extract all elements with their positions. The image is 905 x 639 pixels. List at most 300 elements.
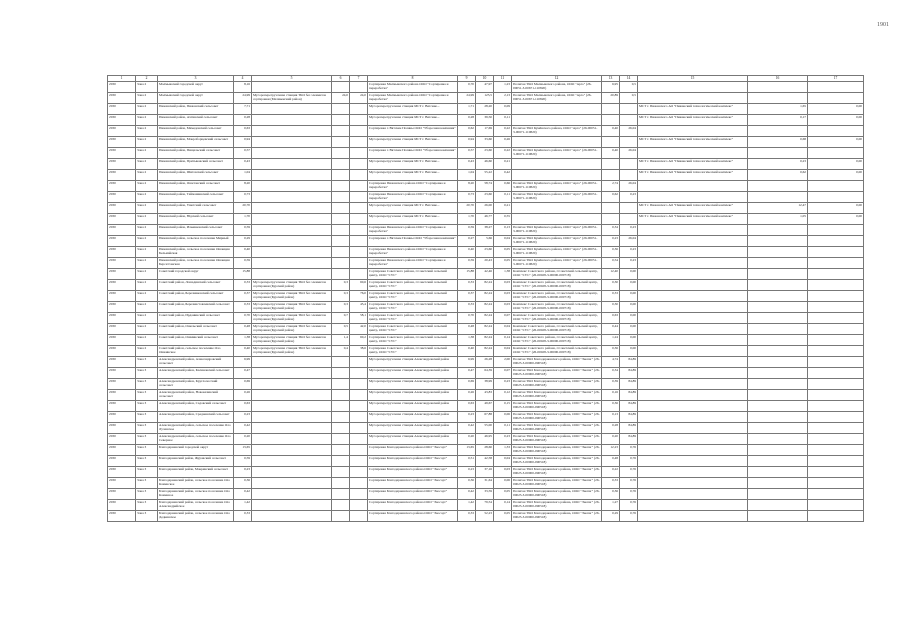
table-cell xyxy=(638,434,748,445)
table-row xyxy=(108,379,864,390)
table-cell xyxy=(252,445,332,456)
table-cell xyxy=(512,137,602,148)
table-cell xyxy=(252,489,332,500)
table-cell: 0,00 xyxy=(620,269,638,280)
table-cell: 4,74 xyxy=(602,357,620,368)
table-cell: 0,00 xyxy=(620,302,638,313)
table-cell: 55,22 xyxy=(476,170,494,181)
table-cell: 0,23 xyxy=(234,467,252,478)
table-cell: 0,14 xyxy=(494,335,512,346)
table-cell: 2030 xyxy=(108,291,136,302)
table-cell: 0,5 xyxy=(620,93,638,104)
table-cell xyxy=(602,214,620,225)
table-cell: 82,24 xyxy=(476,324,494,335)
table-cell: МСТ г. Пижанского АО "Пижанский технологический комплекс" xyxy=(638,159,748,170)
table-cell: 0,12 xyxy=(494,390,512,401)
table-cell xyxy=(638,423,748,434)
table-row xyxy=(108,181,864,192)
table-cell xyxy=(748,445,808,456)
table-cell: 0,27 xyxy=(458,236,476,247)
table-cell: 0,28 xyxy=(234,115,252,126)
table-cell: 2030 xyxy=(108,467,136,478)
table-cell xyxy=(332,159,350,170)
table-cell: Зона 2 xyxy=(136,302,158,313)
table-cell xyxy=(252,214,332,225)
table-cell: Зона 2 xyxy=(136,148,158,159)
table-row xyxy=(108,104,864,115)
table-cell: 58,1 xyxy=(350,313,368,324)
table-cell: 1,04 xyxy=(234,170,252,181)
table-cell: Александровский район, Калиновский сельсовет xyxy=(158,368,234,379)
table-cell: Советский район, Лошадинский сельсовет xyxy=(158,280,234,291)
column-number-cell: 10 xyxy=(476,76,494,82)
table-cell: 2030 xyxy=(108,181,136,192)
table-cell xyxy=(252,467,332,478)
table-cell xyxy=(808,82,864,93)
table-cell: 0,21 xyxy=(494,159,512,170)
table-row xyxy=(108,401,864,412)
table-cell: Малмыжский городской округ xyxy=(158,93,234,104)
table-cell xyxy=(808,126,864,137)
table-cell: 39,50 xyxy=(476,115,494,126)
table-cell: 0,00 xyxy=(620,280,638,291)
table-cell: 84,89 xyxy=(620,357,638,368)
table-cell: 0,57 xyxy=(234,148,252,159)
table-cell: 0,36 xyxy=(602,346,620,357)
table-cell: МСТ г. Пижанского АО "Пижанский технологический комплекс" xyxy=(638,170,748,181)
table-cell xyxy=(808,500,864,511)
table-cell: 0,23 xyxy=(458,467,476,478)
table-cell: Зона 2 xyxy=(136,313,158,324)
table-cell: 0,00 xyxy=(620,291,638,302)
table-cell: 0,00 xyxy=(620,346,638,357)
table-row xyxy=(108,335,864,346)
table-cell: Мусороперегрузочная станция ТКО без элементов сортировки (Малмыжский район) xyxy=(252,93,332,104)
table-cell: 43,83 xyxy=(476,390,494,401)
table-cell: 0,17 xyxy=(748,115,808,126)
table-cell: 1,04 xyxy=(458,170,476,181)
table-cell xyxy=(748,467,808,478)
table-cell: Сортировка Пижанского района ООО "Сортировка и переработка" xyxy=(368,247,458,258)
table-cell xyxy=(638,236,748,247)
table-cell: Сортировка г. Вятские Поляны ООО "Уборочная компания" xyxy=(368,148,458,159)
table-cell xyxy=(332,379,350,390)
table-cell: 84,89 xyxy=(620,412,638,423)
table-cell xyxy=(808,225,864,236)
table-cell: 1,05 xyxy=(748,214,808,225)
column-number-cell: 8 xyxy=(368,76,458,82)
table-cell xyxy=(350,357,368,368)
table-cell: Комплекс Советского района, г.Советский сельский центр, ООО "СУС" (26-00028-З-00000-000718) xyxy=(512,346,602,357)
table-cell: Зона 3 xyxy=(136,401,158,412)
table-cell: 0,04 xyxy=(494,346,512,357)
table-row xyxy=(108,445,864,456)
table-cell: 26,04 xyxy=(620,181,638,192)
table-cell: 24,0 xyxy=(350,93,368,104)
table-cell xyxy=(638,269,748,280)
data-table-sheet xyxy=(107,75,863,522)
table-cell: Полигон ТКО Малмыжского района, ООО "Арго" (26-00051-З-00671-110820) xyxy=(512,82,602,93)
table-cell: Зона 2 xyxy=(136,258,158,269)
column-number-cell: 6 xyxy=(332,76,350,82)
table-row xyxy=(108,357,864,368)
table-cell: Сортировка Малмыжского района ООО "Сортировка и переработка" xyxy=(368,82,458,93)
table-cell: Комплекс Советского района, г.Советский сельский центр, ООО "СУС" (26-00028-З-00000-000718) xyxy=(512,269,602,280)
table-cell: Советский район, Ошельский сельсовет xyxy=(158,324,234,335)
table-cell xyxy=(638,401,748,412)
table-cell xyxy=(638,379,748,390)
column-number-cell: 14 xyxy=(620,76,638,82)
table-cell xyxy=(808,335,864,346)
table-cell xyxy=(252,126,332,137)
table-cell: Полигон ТКО Благодарненского района, ООО "Экопаг" (26-00023-З-00000-090518) xyxy=(512,379,602,390)
table-cell xyxy=(252,104,332,115)
table-cell xyxy=(808,423,864,434)
table-cell xyxy=(350,390,368,401)
table-cell xyxy=(638,93,748,104)
table-cell xyxy=(748,302,808,313)
table-cell: Полигон ТКО Кумёнского района, ООО "Арго" (26-00051-З-00671-110820) xyxy=(512,236,602,247)
table-cell xyxy=(332,368,350,379)
table-cell xyxy=(252,269,332,280)
table-cell xyxy=(332,148,350,159)
table-cell xyxy=(638,478,748,489)
table-cell: 0,00 xyxy=(808,214,864,225)
table-cell: Советский район, Ирданинский сельсовет xyxy=(158,313,234,324)
table-cell: 2030 xyxy=(108,269,136,280)
table-cell: 2030 xyxy=(108,280,136,291)
table-cell xyxy=(638,511,748,522)
table-cell: 0,07 xyxy=(494,368,512,379)
table-cell xyxy=(748,148,808,159)
table-cell xyxy=(332,214,350,225)
table-cell: 0,47 xyxy=(234,368,252,379)
table-cell xyxy=(808,93,864,104)
table-cell: Зона 3 xyxy=(136,379,158,390)
table-cell: 0,3 xyxy=(332,280,350,291)
table-cell: Зона 2 xyxy=(136,203,158,214)
table-cell: Мусороперегрузочная станция МСТ г. Вятские... xyxy=(368,214,458,225)
table-cell: 0,13 xyxy=(602,412,620,423)
table-cell: 0,70 xyxy=(458,313,476,324)
table-cell xyxy=(252,148,332,159)
table-row xyxy=(108,93,864,104)
table-cell: 0,76 xyxy=(620,500,638,511)
table-cell: 0,33 xyxy=(458,302,476,313)
column-number-cell: 1 xyxy=(108,76,136,82)
table-cell: 12,40 xyxy=(602,269,620,280)
table-row xyxy=(108,346,864,357)
table-cell: 0,29 xyxy=(234,236,252,247)
table-cell xyxy=(638,335,748,346)
table-cell xyxy=(252,115,332,126)
table-cell: Сортировка Пижанского района ООО "Сортировка и переработка" xyxy=(368,258,458,269)
table-cell: Мусороперегрузочная станция ТКО без элементов сортировки (Курский район) xyxy=(252,280,332,291)
table-cell xyxy=(252,82,332,93)
table-cell: 20,70 xyxy=(234,203,252,214)
table-cell xyxy=(748,225,808,236)
table-cell: 0,40 xyxy=(602,126,620,137)
table-cell xyxy=(638,302,748,313)
data-table xyxy=(107,75,864,522)
table-cell xyxy=(332,192,350,203)
table-cell xyxy=(638,181,748,192)
table-cell: Зона 3 xyxy=(136,511,158,522)
table-cell: 60,2 xyxy=(350,335,368,346)
table-cell xyxy=(252,401,332,412)
table-cell: 82,24 xyxy=(476,302,494,313)
table-cell xyxy=(350,115,368,126)
table-cell: Мусороперегрузочная станция Александровский район xyxy=(368,401,458,412)
table-cell: Пижанский район, Мамедовский сельсовет xyxy=(158,126,234,137)
table-cell xyxy=(748,82,808,93)
table-cell: Сортировка Советского района, г.Советский сельский центр, ООО "СУС" xyxy=(368,313,458,324)
table-cell: 1,38 xyxy=(458,335,476,346)
table-cell: 0,48 xyxy=(458,324,476,335)
table-cell xyxy=(748,247,808,258)
table-cell: 84,89 xyxy=(620,368,638,379)
table-cell: 0,76 xyxy=(620,467,638,478)
table-cell: 0,03 xyxy=(494,302,512,313)
table-cell: Зона 2 xyxy=(136,192,158,203)
table-cell xyxy=(252,137,332,148)
table-cell xyxy=(808,401,864,412)
table-cell: 0,40 xyxy=(234,247,252,258)
table-cell: 0,33 xyxy=(602,478,620,489)
table-cell: 0,59 xyxy=(458,225,476,236)
table-cell xyxy=(350,148,368,159)
table-cell: 0,00 xyxy=(808,104,864,115)
table-cell: 2,00 xyxy=(494,357,512,368)
table-cell: 2030 xyxy=(108,302,136,313)
table-cell: Полигон ТКО Кумёнского района, ООО "Арго" (26-00051-З-00671-110820) xyxy=(512,258,602,269)
table-cell: 0,21 xyxy=(494,203,512,214)
table-cell: 0,20 xyxy=(458,434,476,445)
table-row xyxy=(108,434,864,445)
table-cell: 2030 xyxy=(108,214,136,225)
table-cell xyxy=(252,412,332,423)
table-cell: 0,3 xyxy=(332,291,350,302)
table-cell xyxy=(638,467,748,478)
table-cell: Сортировка Благодарненского района ООО "Экосорт" xyxy=(368,489,458,500)
table-cell xyxy=(332,456,350,467)
table-cell: 0,06 xyxy=(494,478,512,489)
table-cell: 2,74 xyxy=(602,181,620,192)
table-cell: 0,44 xyxy=(602,324,620,335)
table-cell xyxy=(808,456,864,467)
table-cell: 64,39 xyxy=(476,368,494,379)
table-cell: 2030 xyxy=(108,390,136,401)
table-cell: 47,97 xyxy=(476,82,494,93)
table-cell: Полигон ТКО Благодарненского района, ООО "Экопаг" (26-00023-З-00000-090518) xyxy=(512,401,602,412)
table-cell: 82,24 xyxy=(476,313,494,324)
table-cell: 0,57 xyxy=(458,148,476,159)
table-cell xyxy=(252,203,332,214)
table-cell: 24,99 xyxy=(234,93,252,104)
table-cell xyxy=(332,170,350,181)
table-cell xyxy=(808,445,864,456)
table-cell: МСТ г. Пижанского АО "Пижанский технологический комплекс" xyxy=(638,203,748,214)
table-cell: Зона 3 xyxy=(136,500,158,511)
table-cell xyxy=(638,247,748,258)
table-cell xyxy=(252,500,332,511)
table-cell: 26,04 xyxy=(620,236,638,247)
table-cell xyxy=(512,170,602,181)
table-cell: 0,59 xyxy=(234,456,252,467)
table-cell: Зона 3 xyxy=(136,390,158,401)
table-cell: Зона 2 xyxy=(136,93,158,104)
table-cell xyxy=(602,115,620,126)
table-cell: Зона 2 xyxy=(136,214,158,225)
table-cell: Полигон ТКО Кумёнского района, ООО "Арго" (26-00051-З-00671-110820) xyxy=(512,181,602,192)
table-cell: 0,23 xyxy=(602,236,620,247)
table-cell: 0,23 xyxy=(620,258,638,269)
table-cell: 0,76 xyxy=(620,489,638,500)
table-cell: 0,69 xyxy=(458,379,476,390)
table-row xyxy=(108,236,864,247)
table-cell: 2030 xyxy=(108,511,136,522)
column-number-cell: 12 xyxy=(512,76,602,82)
table-cell: Мусороперегрузочная станция ТКО без элементов сортировки (Курский район) xyxy=(252,324,332,335)
table-cell: 0,94 xyxy=(234,137,252,148)
table-cell xyxy=(252,258,332,269)
table-cell: 0,11 xyxy=(494,115,512,126)
table-cell: 1,4 xyxy=(332,335,350,346)
table-cell xyxy=(808,258,864,269)
table-cell: Благодарненский район, Журавский сельсовет xyxy=(158,456,234,467)
table-cell xyxy=(332,225,350,236)
table-cell: 82,24 xyxy=(476,335,494,346)
table-cell: Благодарненский городской округ xyxy=(158,445,234,456)
table-cell: Зона 3 xyxy=(136,467,158,478)
table-cell: Зона 3 xyxy=(136,423,158,434)
table-cell xyxy=(332,434,350,445)
table-cell: 0,13 xyxy=(494,225,512,236)
table-cell xyxy=(252,247,332,258)
table-cell: 0,42 xyxy=(234,489,252,500)
table-cell: 0,23 xyxy=(748,159,808,170)
table-cell: 42,0 xyxy=(350,324,368,335)
table-cell: 38,27 xyxy=(476,225,494,236)
table-cell: Сортировка Благодарненского района ООО "Экосорт" xyxy=(368,478,458,489)
table-cell: 0,30 xyxy=(602,302,620,313)
table-cell xyxy=(332,236,350,247)
table-cell xyxy=(808,192,864,203)
table-cell: 42,58 xyxy=(476,456,494,467)
table-cell xyxy=(638,313,748,324)
table-cell: 2030 xyxy=(108,346,136,357)
table-cell: Зона 2 xyxy=(136,104,158,115)
table-cell xyxy=(350,247,368,258)
table-cell: Комплекс Советского района, г.Советский сельский центр, ООО "СУС" (26-00028-З-00000-000718) xyxy=(512,335,602,346)
table-cell: Полигон ТКО Кумёнского района, ООО "Арго" (26-00051-З-00671-110820) xyxy=(512,148,602,159)
table-cell xyxy=(350,500,368,511)
table-cell: 2030 xyxy=(108,379,136,390)
table-cell: 0,47 xyxy=(458,368,476,379)
table-cell: Сортировка Пижанского района ООО "Сортировка и переработка" xyxy=(368,181,458,192)
table-cell: 0,33 xyxy=(458,280,476,291)
table-cell xyxy=(332,478,350,489)
table-cell: 0,48 xyxy=(602,456,620,467)
table-cell: 0,68 xyxy=(748,137,808,148)
table-cell xyxy=(620,214,638,225)
table-cell xyxy=(638,280,748,291)
table-cell: 0,76 xyxy=(620,478,638,489)
table-cell: 82,24 xyxy=(476,280,494,291)
table-cell: 0,06 xyxy=(494,412,512,423)
table-cell: 1,42 xyxy=(458,500,476,511)
table-cell xyxy=(332,401,350,412)
table-cell: Зона 3 xyxy=(136,357,158,368)
table-cell xyxy=(252,511,332,522)
table-cell xyxy=(332,445,350,456)
table-cell: 42,46 xyxy=(476,269,494,280)
table-cell: 17,69 xyxy=(476,126,494,137)
table-cell: Полигон ТКО Благодарненского района, ООО "Экопаг" (26-00023-З-00000-090518) xyxy=(512,357,602,368)
table-cell: 0,23 xyxy=(458,412,476,423)
table-cell: Зона 2 xyxy=(136,291,158,302)
table-cell: 0,14 xyxy=(494,500,512,511)
table-cell: Полигон ТКО Благодарненского района, ООО "Экопаг" (26-00023-З-00000-090518) xyxy=(512,489,602,500)
table-cell xyxy=(350,489,368,500)
table-cell: 0,20 xyxy=(234,434,252,445)
table-row xyxy=(108,489,864,500)
table-cell: Зона 3 xyxy=(136,456,158,467)
table-cell: 2030 xyxy=(108,357,136,368)
table-cell: 0,36 xyxy=(234,478,252,489)
table-cell: 0,30 xyxy=(602,280,620,291)
table-cell: 0,63 xyxy=(602,313,620,324)
table-cell xyxy=(350,423,368,434)
table-cell: 0,33 xyxy=(234,511,252,522)
table-cell: 31,64 xyxy=(476,478,494,489)
table-cell xyxy=(350,104,368,115)
table-cell: 2030 xyxy=(108,423,136,434)
table-cell: 2030 xyxy=(108,489,136,500)
table-cell: 20,43 xyxy=(476,258,494,269)
table-cell xyxy=(350,511,368,522)
table-cell: 49,67 xyxy=(476,401,494,412)
table-cell: 1,42 xyxy=(234,500,252,511)
table-cell: Сортировка Благодарненского района ООО "Экосорт" xyxy=(368,456,458,467)
table-cell xyxy=(808,434,864,445)
table-cell: 0,7 xyxy=(332,313,350,324)
table-cell: Полигон ТКО Малмыжского района, ООО "Арго" (26-00051-З-00671-110820) xyxy=(512,93,602,104)
table-cell: 2030 xyxy=(108,434,136,445)
table-row xyxy=(108,324,864,335)
table-cell xyxy=(748,192,808,203)
table-cell: Пижанский район, Притыковский сельсовет xyxy=(158,159,234,170)
column-number-cell: 17 xyxy=(808,76,864,82)
table-cell: 84,89 xyxy=(620,423,638,434)
column-number-cell: 2 xyxy=(136,76,158,82)
table-cell: Мусороперегрузочная станция ТКО без элементов сортировки (Курский район) xyxy=(252,302,332,313)
table-cell xyxy=(638,390,748,401)
table-cell: Сортировка Малмыжского района ООО "Сортировка и переработка" xyxy=(368,93,458,104)
table-cell: Зона 2 xyxy=(136,269,158,280)
table-cell: Мусороперегрузочная станция Александровский район xyxy=(368,423,458,434)
table-cell: 0,66 xyxy=(494,181,512,192)
table-row xyxy=(108,423,864,434)
table-cell xyxy=(638,489,748,500)
table-cell: Полигон ТКО Благодарненского района, ООО "Экопаг" (26-00023-З-00000-090518) xyxy=(512,423,602,434)
table-cell: 79,54 xyxy=(476,500,494,511)
table-cell: 0,28 xyxy=(458,115,476,126)
table-cell xyxy=(748,511,808,522)
table-cell: Пижанский район, Ильинковский сельсовет xyxy=(158,225,234,236)
table-cell: 0,23 xyxy=(620,247,638,258)
table-cell xyxy=(748,313,808,324)
